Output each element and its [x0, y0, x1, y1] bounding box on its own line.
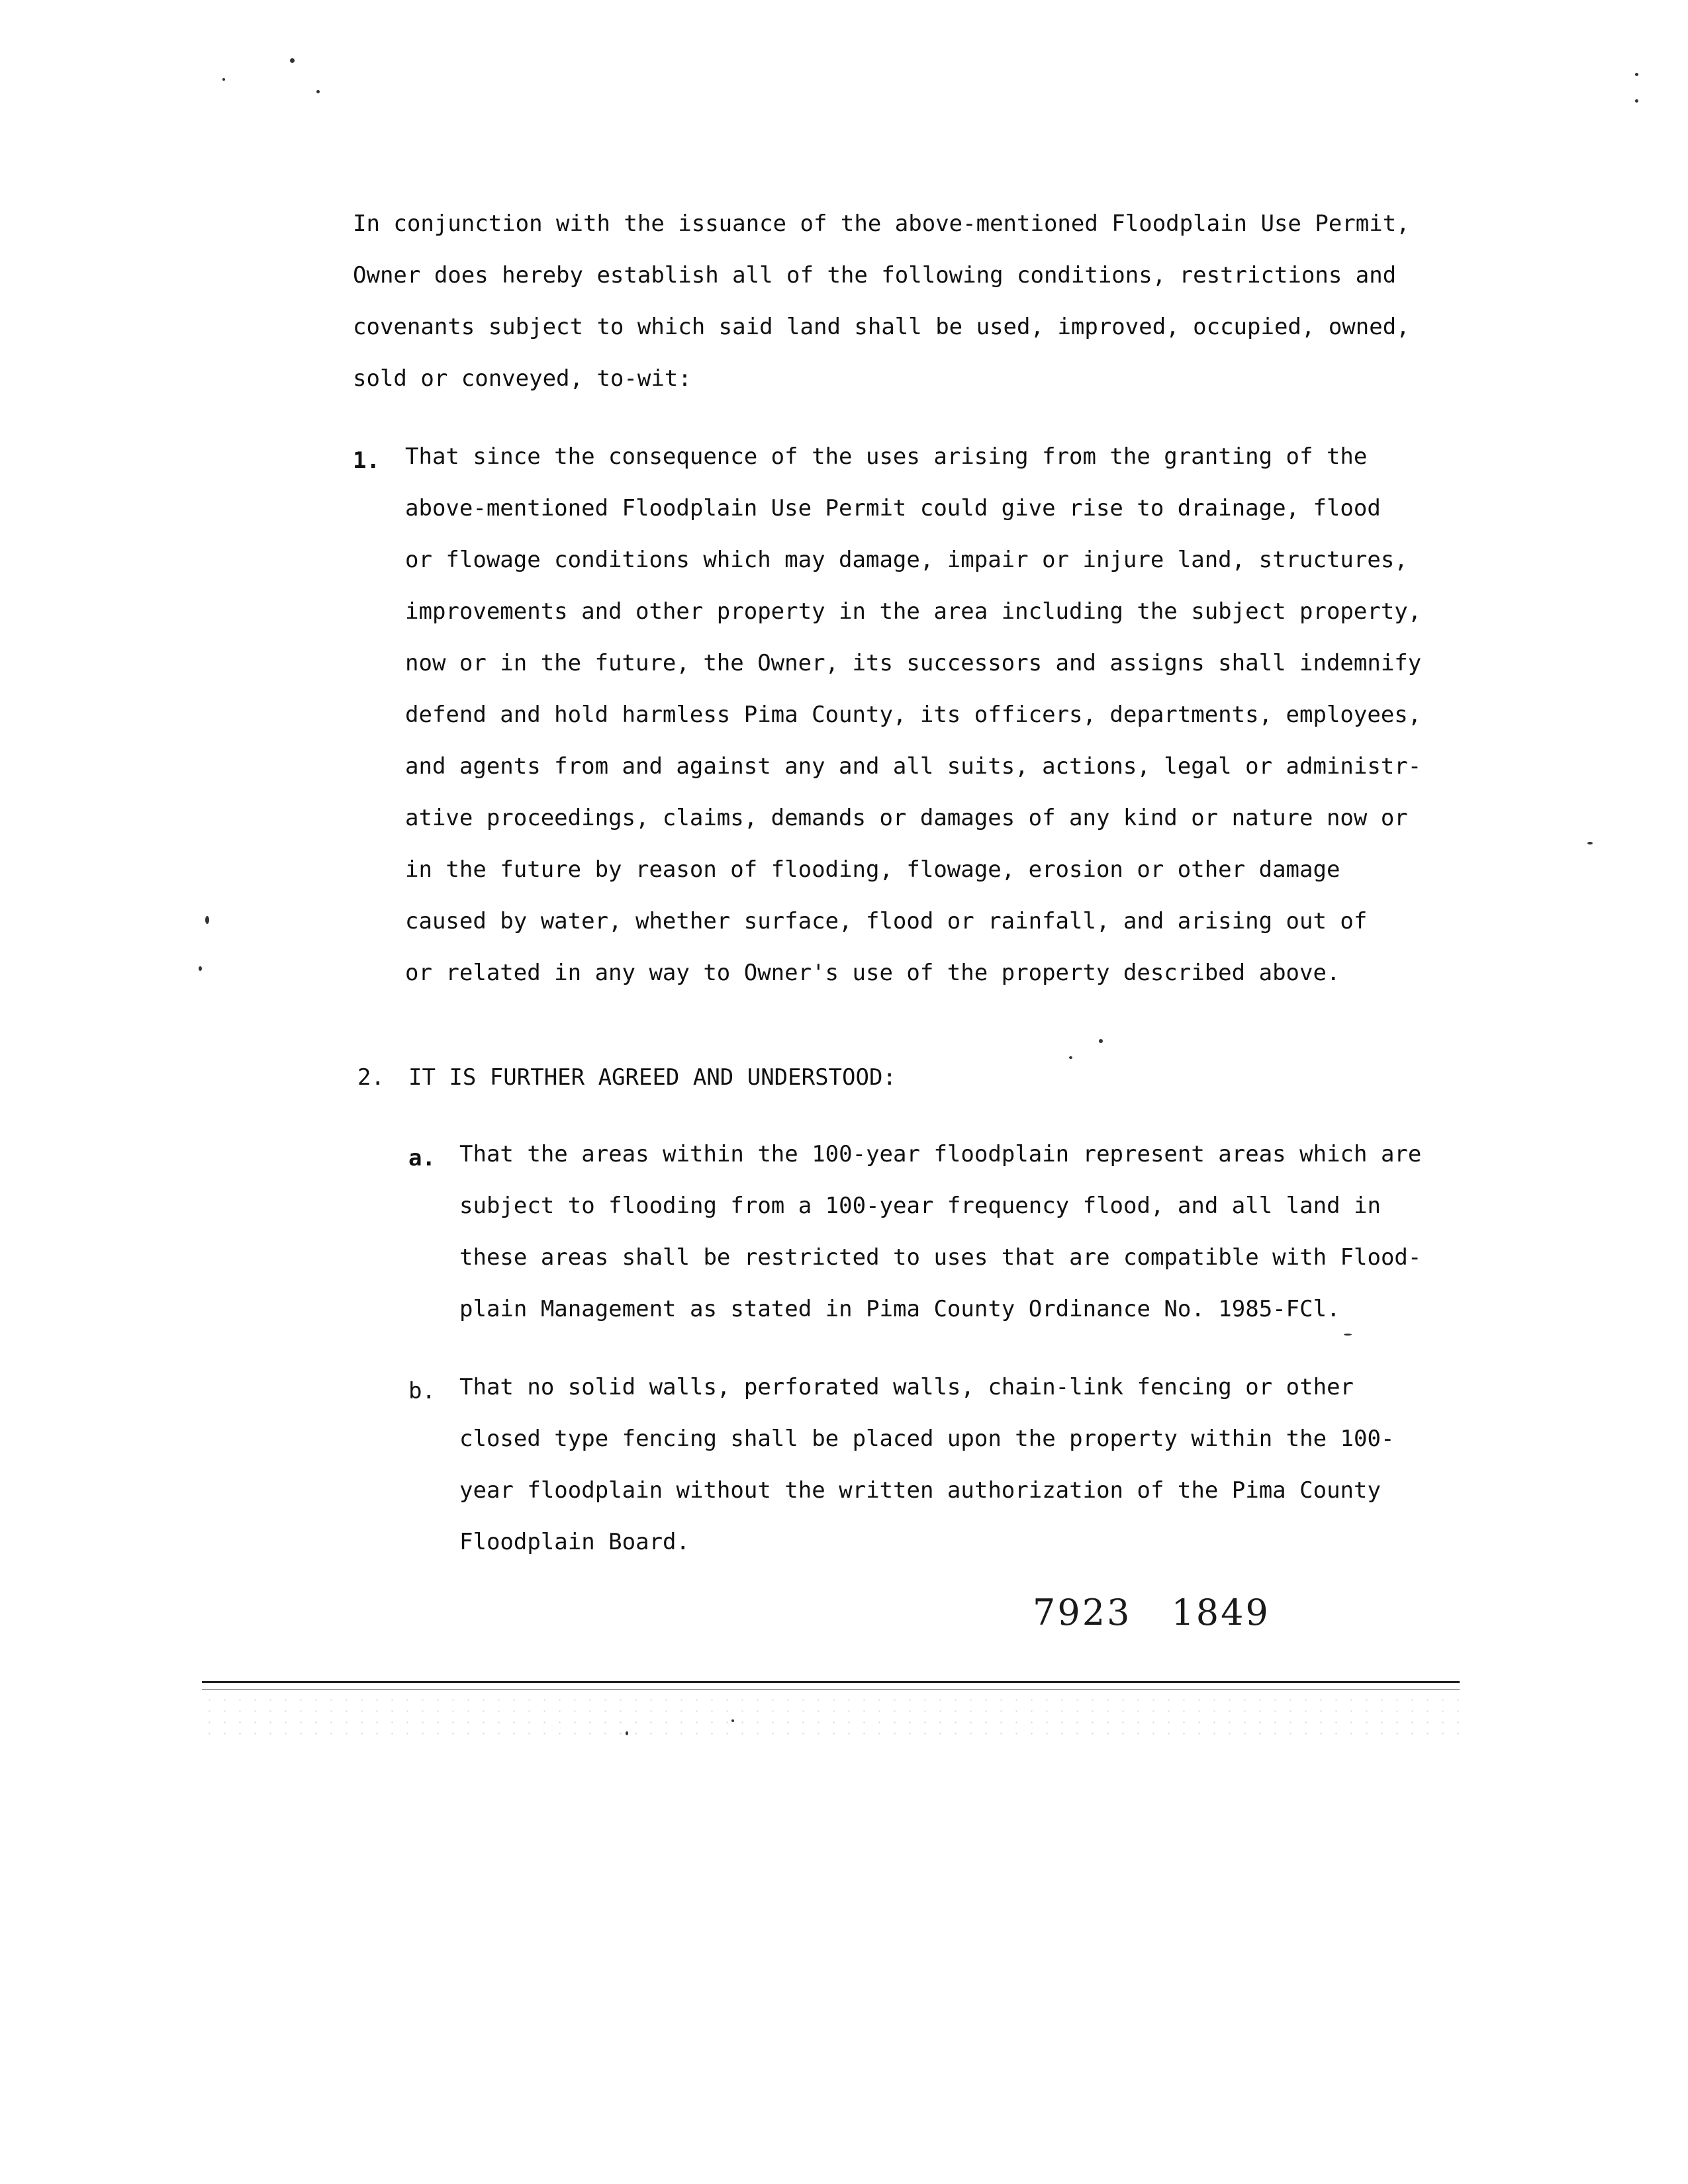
item-2a-line: these areas shall be restricted to uses that are compatible with Flood- [459, 1244, 1422, 1271]
docket-number: 7923 [1033, 1592, 1132, 1633]
scan-speck [1587, 842, 1593, 844]
scan-speck [1344, 1334, 1352, 1336]
item-1-line: or flowage conditions which may damage, impair or injure land, structures, [405, 547, 1408, 573]
item-1-line: now or in the future, the Owner, its successors and assigns shall indemnify [405, 650, 1422, 676]
scan-noise [202, 1694, 1460, 1741]
bottom-rule [202, 1681, 1460, 1683]
intro-line: sold or conveyed, to-wit: [353, 365, 692, 392]
scan-speck [316, 90, 320, 93]
scan-speck [199, 966, 202, 971]
item-2b-marker: b. [408, 1378, 436, 1404]
item-2b-line: That no solid walls, perforated walls, chain-link fencing or other [459, 1374, 1354, 1400]
item-2a-line: plain Management as stated in Pima County Ordinance No. 1985-FCl. [459, 1296, 1340, 1322]
scan-speck [1069, 1056, 1072, 1059]
item-1-line: ative proceedings, claims, demands or damages of any kind or nature now or [405, 805, 1408, 831]
item-2a-line: That the areas within the 100-year floodplain represent areas which are [459, 1141, 1422, 1167]
scan-speck [205, 916, 209, 924]
item-1-line: improvements and other property in the area including the subject property, [405, 598, 1422, 625]
item-1-line: above-mentioned Floodplain Use Permit could give rise to drainage, flood [405, 495, 1381, 522]
item-1-line: or related in any way to Owner's use of the property described above. [405, 960, 1340, 986]
item-1-line: in the future by reason of flooding, flowage, erosion or other damage [405, 856, 1340, 883]
item-2-marker: 2. [357, 1064, 385, 1091]
scan-speck [290, 58, 295, 63]
item-1-line: defend and hold harmless Pima County, its officers, departments, employees, [405, 702, 1422, 728]
item-2b-line: closed type fencing shall be placed upon the property within the 100- [459, 1426, 1395, 1452]
recording-stamp [1033, 1592, 1310, 1633]
intro-line: Owner does hereby establish all of the following conditions, restrictions and [353, 262, 1397, 289]
scan-speck [731, 1719, 734, 1722]
item-1-line: That since the consequence of the uses arising from the granting of the [405, 443, 1368, 470]
item-1-marker: 1. [353, 447, 380, 474]
scan-speck [1099, 1039, 1103, 1043]
intro-line: In conjunction with the issuance of the above-mentioned Floodplain Use Permit, [353, 210, 1410, 237]
item-2a-line: subject to flooding from a 100-year frequency flood, and all land in [459, 1193, 1381, 1219]
item-2-heading: IT IS FURTHER AGREED AND UNDERSTOOD: [408, 1064, 896, 1091]
scan-speck [1635, 99, 1638, 103]
item-1-line: and agents from and against any and all suits, actions, legal or administr- [405, 753, 1422, 780]
item-2b-line: year floodplain without the written authorization of the Pima County [459, 1477, 1381, 1504]
bottom-rule-thin [202, 1689, 1460, 1690]
scan-speck [626, 1731, 628, 1735]
item-2b-line: Floodplain Board. [459, 1529, 690, 1555]
page-number: 1849 [1171, 1592, 1270, 1633]
intro-line: covenants subject to which said land shall be used, improved, occupied, owned, [353, 314, 1410, 340]
scan-speck [1635, 73, 1638, 76]
scan-speck [222, 78, 225, 81]
item-2a-marker: a. [408, 1145, 436, 1171]
item-1-line: caused by water, whether surface, flood or rainfall, and arising out of [405, 908, 1368, 934]
